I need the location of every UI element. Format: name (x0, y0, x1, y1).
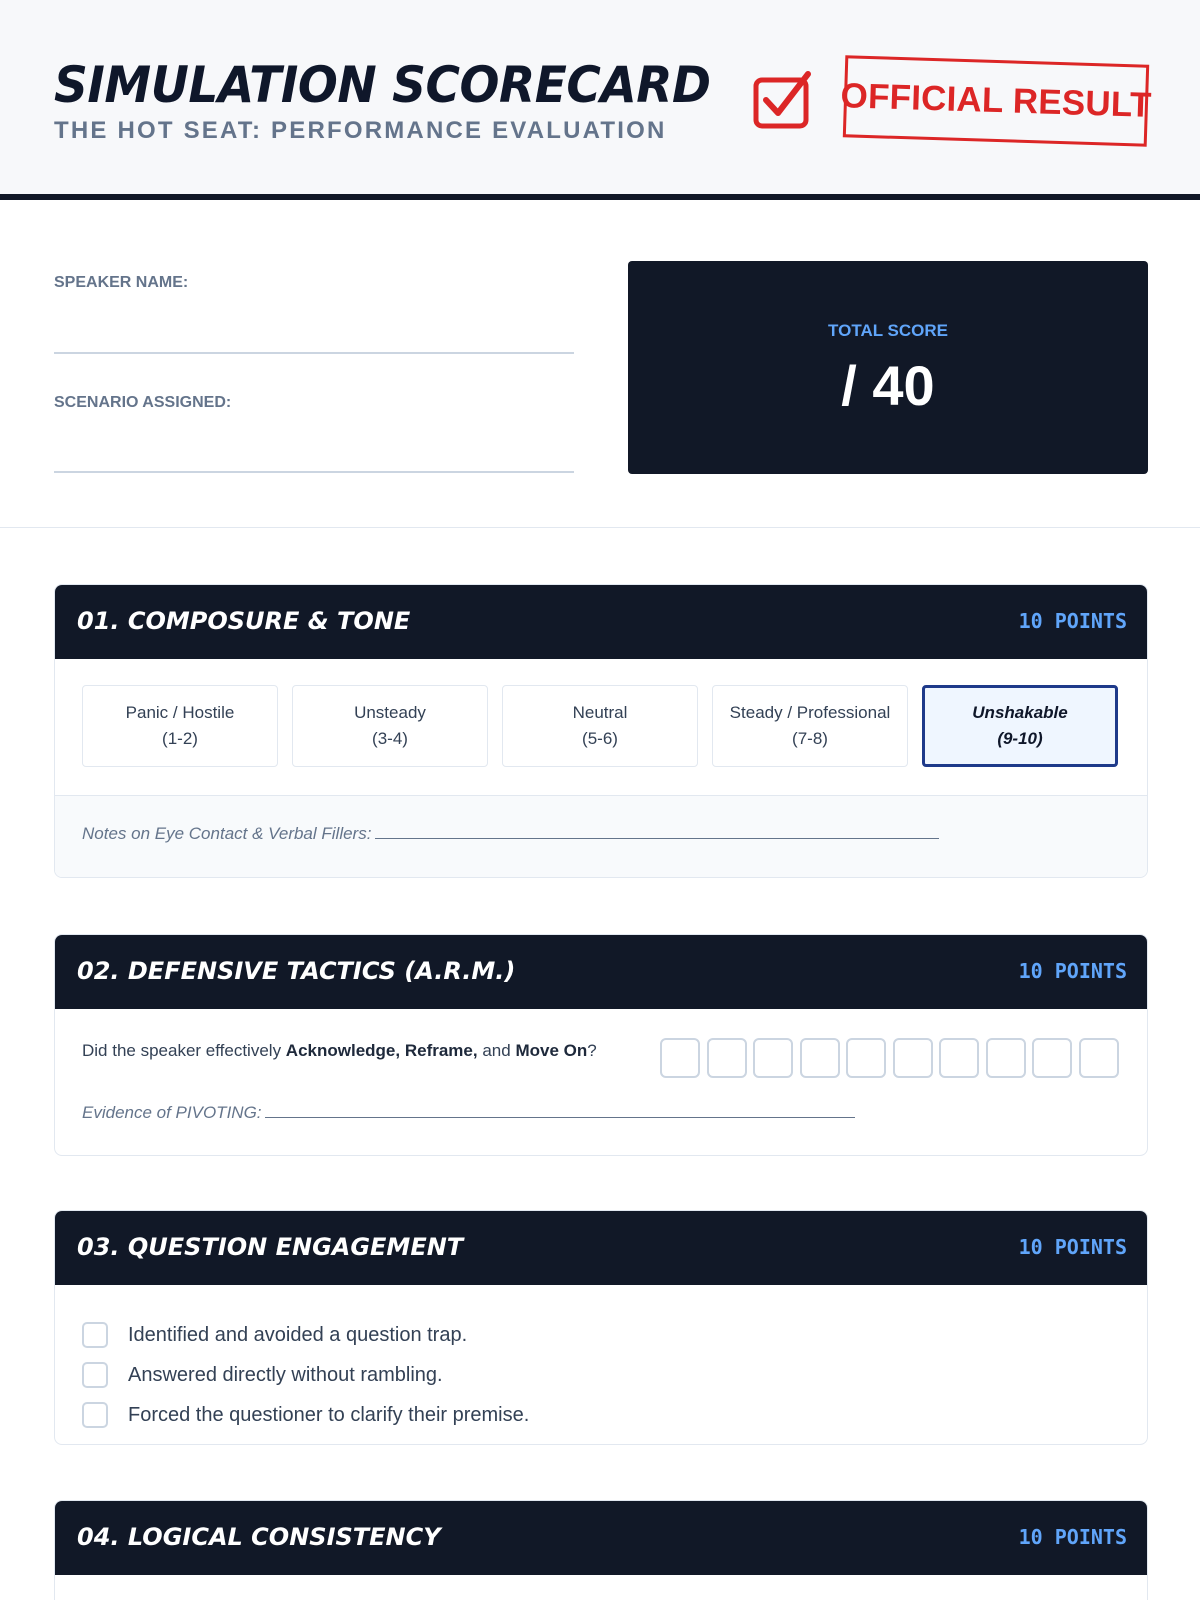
check-item[interactable] (82, 1321, 467, 1349)
official-result-stamp (840, 55, 1152, 147)
checkbox[interactable] (82, 1402, 108, 1428)
score-box-2[interactable] (707, 1038, 747, 1078)
score-box-1[interactable] (660, 1038, 700, 1078)
score-box-9[interactable] (1032, 1038, 1072, 1078)
option-range: (3-4) (372, 729, 408, 748)
question-suffix: ? (587, 1041, 597, 1060)
section-points: 10 POINTS (1018, 959, 1127, 983)
question-reframe: Reframe, (404, 1041, 478, 1060)
score-box-3[interactable] (753, 1038, 793, 1078)
notes-label: Notes on Eye Contact & Verbal Fillers: (82, 824, 372, 843)
notes-area (55, 795, 1148, 878)
section-points: 10 POINTS (1018, 1525, 1127, 1549)
option-label: Panic / Hostile (125, 703, 235, 722)
option-unsteady[interactable] (292, 685, 488, 767)
section-question-engagement (54, 1210, 1148, 1445)
evidence-label: Evidence of PIVOTING: (82, 1103, 262, 1122)
section-header (55, 935, 1147, 1009)
page-subtitle: THE HOT SEAT: PERFORMANCE EVALUATION (54, 117, 667, 144)
section-divider (0, 527, 1200, 528)
question-and: and (482, 1041, 511, 1060)
section-header (55, 585, 1147, 659)
stamp-text: OFFICIAL RESULT (840, 76, 1152, 125)
option-range: (5-6) (582, 729, 618, 748)
option-steady-professional[interactable] (712, 685, 908, 767)
total-score-label: TOTAL SCORE (828, 321, 948, 340)
section-defensive-tactics (54, 934, 1148, 1156)
section-header (55, 1501, 1147, 1575)
option-range: (7-8) (792, 729, 828, 748)
check-item[interactable] (82, 1401, 529, 1429)
speaker-name-field[interactable] (54, 352, 574, 354)
option-label: Steady / Professional (729, 703, 891, 722)
section-points: 10 POINTS (1018, 1235, 1127, 1259)
question-acknowledge: Acknowledge, (285, 1041, 401, 1060)
check-item-label: Answered directly without rambling. (128, 1363, 443, 1386)
question-prefix: Did the speaker effectively (82, 1041, 286, 1060)
scenario-assigned-label: SCENARIO ASSIGNED: (54, 394, 232, 411)
speaker-name-label: SPEAKER NAME: (54, 274, 189, 291)
composure-options (82, 685, 1122, 767)
check-item[interactable] (82, 1361, 443, 1389)
score-box-5[interactable] (846, 1038, 886, 1078)
page-title: SIMULATION SCORECARD (54, 56, 711, 114)
evidence-line (265, 1117, 855, 1118)
scenario-assigned-field[interactable] (54, 471, 574, 473)
option-range: (9-10) (997, 729, 1043, 748)
section-composure (54, 584, 1148, 878)
total-score-value: / 40 (841, 354, 935, 417)
option-label: Unshakable (972, 703, 1068, 722)
evidence-field[interactable] (82, 1103, 855, 1123)
total-score-panel (628, 261, 1148, 474)
option-range: (1-2) (162, 729, 198, 748)
checkbox[interactable] (82, 1362, 108, 1388)
scorecard-header (0, 0, 1200, 200)
option-neutral[interactable] (502, 685, 698, 767)
section-logical-consistency (54, 1500, 1148, 1600)
score-box-10[interactable] (1079, 1038, 1119, 1078)
question-move-on: Move On (515, 1041, 588, 1060)
section-title: 02. DEFENSIVE TACTICS (A.R.M.) (77, 957, 516, 985)
arm-question (82, 1041, 597, 1061)
section-title: 01. COMPOSURE & TONE (77, 607, 411, 635)
checkbox-check-icon (752, 68, 814, 130)
score-box-6[interactable] (893, 1038, 933, 1078)
score-box-7[interactable] (939, 1038, 979, 1078)
score-box-4[interactable] (800, 1038, 840, 1078)
section-title: 04. LOGICAL CONSISTENCY (77, 1523, 441, 1551)
option-label: Unsteady (354, 703, 426, 722)
check-item-label: Forced the questioner to clarify their premise. (128, 1403, 530, 1426)
section-title: 03. QUESTION ENGAGEMENT (77, 1233, 464, 1261)
check-item-label: Identified and avoided a question trap. (128, 1323, 468, 1346)
option-panic-hostile[interactable] (82, 685, 278, 767)
section-points: 10 POINTS (1018, 609, 1127, 633)
option-label: Neutral (572, 703, 628, 722)
checkbox[interactable] (82, 1322, 108, 1348)
notes-line (375, 838, 939, 839)
score-box-8[interactable] (986, 1038, 1026, 1078)
notes-field[interactable] (82, 824, 939, 844)
option-unshakable[interactable] (922, 685, 1118, 767)
section-header (55, 1211, 1147, 1285)
